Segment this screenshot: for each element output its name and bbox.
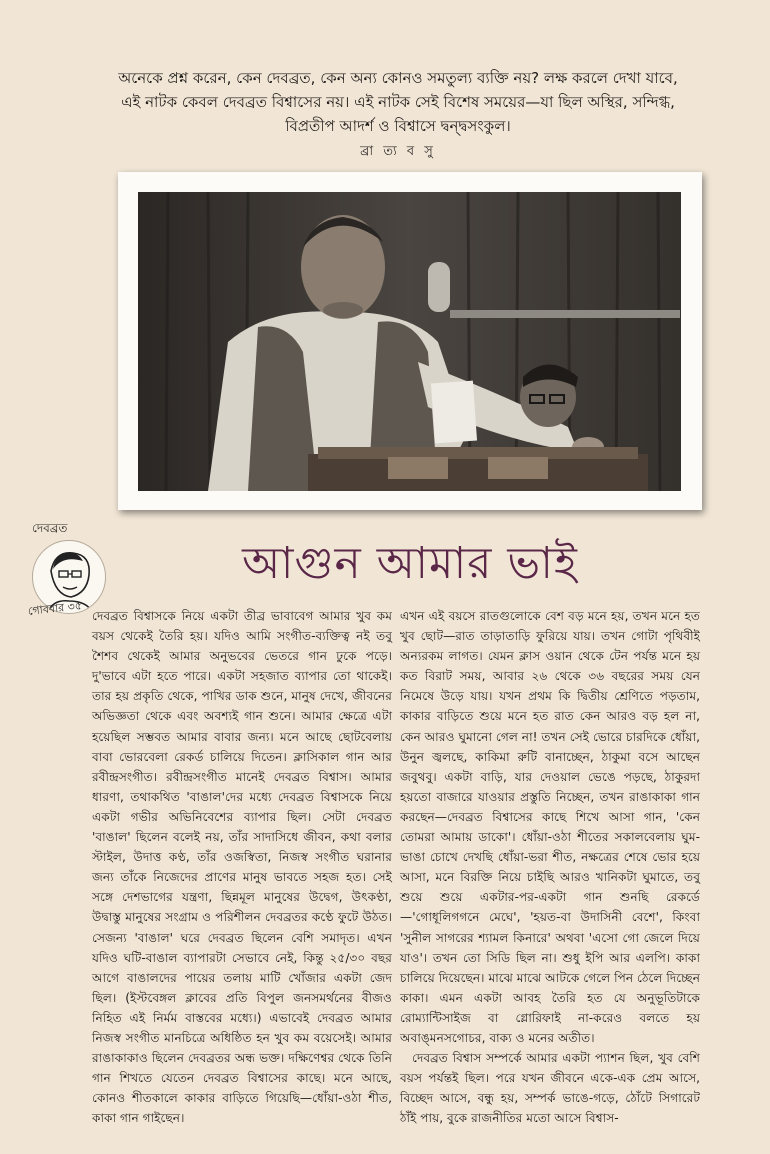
singer-photo bbox=[138, 192, 681, 491]
logo-bottom-text: গোববার ৩৫ bbox=[27, 599, 83, 618]
paragraph: দেবব্রত বিশ্বাস সম্পর্কে আমার একটা প্যাশন ছিল, খুব বেশি বয়স পর্যন্তই ছিল। পরে যখন জীবনে একে-এক প্রেম আসে, বিচ্ছেদ আসে, বন্ধু হয়, সম্পর্ক ভাঙে-গড়ে, ঠোঁটে সিগারেট ঠাঁই পায়, বুকে রাজনীতির মতো আসে বিশ্বাস- bbox=[400, 1051, 700, 1126]
singer-photo-illustration bbox=[138, 192, 681, 491]
intro-quote bbox=[118, 66, 678, 164]
intro-text: অনেকে প্রশ্ন করেন, কেন দেবব্রত, কেন অন্য কোনও সমতুল্য ব্যক্তি নয়? লক্ষ করলে দেখা যাবে, এই নাটক কেবল দেবব্রত বিশ্বাসের নয়। এই নাটক সেই বিশেষ সময়ের—যা ছিল অস্থির, সন্দিগ্ধ, বিপ্রতীপ আদর্শ ও বিশ্বাসে দ্বন্দ্বসংকুল। bbox=[118, 69, 678, 135]
paragraph: দেবব্রত বিশ্বাসকে নিয়ে একটা তীব্র ভাবাবেগ আমার খুব কম বয়স থেকেই তৈরি হয়। যদিও আমি সংগীত-ব্যক্তিত্ব নই তবু শৈশব থেকেই আমার অনুভবের ভেতরে গান ঢুকে পড়ে। দু'ভাবে এটা হতে পারে। একটা সহজাত ব্যাপার তো থাকেই। তার হয় প্রকৃতি থেকে, পাখির ডাক শুনে, মানুষ দেখে, জীবনের অভিজ্ঞতা থেকে এবং অবশ্যই গান শুনে। আমার ক্ষেত্রে এটা হয়েছিল সম্ভবত আমার বাবার জন্য। মনে আছে ছোটবেলায় বাবা ভোরবেলা রেকর্ড চালিয়ে দিতেন। ক্লাসিকাল গান আর রবীন্দ্রসংগীত। রবীন্দ্রসংগীত মানেই দেবব্রত বিশ্বাস। আমার ধারণা, তথাকথিত 'বাঙাল'দের মধ্যে দেবব্রত বিশ্বাসকে নিয়ে একটা গভীর অভিনিবেশের ব্যাপার ছিল। সেটা দেবব্রত 'বাঙাল' ছিলেন বলেই নয়, তাঁর সাদাসিধে জীবন, কথা বলার স্টাইল, উদাত্ত কণ্ঠ, তাঁর ওজস্বিতা, নিজস্ব সংগীত ঘরানার জন্য তাঁকে নিজেদের প্রাণের মানুষ ভাবতে সহজ হত। সেই সঙ্গে দেশভাগের যন্ত্রণা, ছিন্নমূল মানুষের উদ্বেগ, উৎকণ্ঠা, উদ্বাস্তু মানুষের সংগ্রাম ও পরিশীলন দেবব্রতর কণ্ঠে ফুটে উঠত। সেজন্য 'বাঙাল' ঘরে দেবব্রত ছিলেন বেশি সমাদৃত। এখন যদিও ঘটি-বাঙাল ব্যাপারটা সেভাবে নেই, কিন্তু ২৫/৩০ বছর আগে বাঙালদের পায়ের তলায় মাটি খোঁজার একটা জেদ ছিল। (ইস্টবেঙ্গল ক্লাবের প্রতি বিপুল জনসমর্থনের বীজও নিহিত এই নির্মম বাস্তবের মধ্যে।) এভাবেই দেবব্রত আমার নিজস্ব সংগীত মানচিত্রে অধিষ্ঠিত হন খুব কম বয়েসেই। আমার রাঙাকাকাও ছিলেন দেবব্রতর অন্ধ ভক্ত। দক্ষিণেশ্বর থেকে তিনি গান শিখতে যেতেন দেবব্রত বিশ্বাসের কাছে। মনে আছে, কোনও শীতকালে কাকার বাড়িতে গিয়েছি—ধোঁয়া-ওঠা শীত, কাকা গান গাইছেন। bbox=[92, 609, 392, 1126]
intro-byline: ব্রা ত্য ব সু bbox=[360, 144, 436, 159]
article-headline: আগুন আমার ভাই bbox=[242, 538, 578, 589]
article-column-right bbox=[400, 606, 700, 1128]
column-logo bbox=[28, 520, 112, 620]
photo-frame bbox=[118, 172, 702, 510]
logo-top-text: দেবব্রত bbox=[32, 521, 68, 535]
paragraph: এখন এই বয়সে রাতগুলোকে বেশ বড় মনে হয়, তখন মনে হত খুব ছোট—রাত তাড়াতাড়ি ফুরিয়ে যায়। তখন গোটা পৃথিবীই অন্যরকম লাগত। যেমন ক্লাস ওয়ান থেকে টেন পর্যন্ত মনে হয় কত বিরাট সময়, আবার ২৬ থেকে ৩৬ বছরের সময় যেন নিমেষে উড়ে যায়। যখন প্রথম কি দ্বিতীয় শ্রেণিতে পড়তাম, কাকার বাড়িতে শুয়ে মনে হত রাত কেন আরও বড় হল না, কেন আরও ঘুমানো গেল না! তখন সেই ভোরে চারদিকে ধোঁয়া, উনুন জ্বলছে, কাকিমা রুটি বানাচ্ছেন, ঠাকুমা বসে আছেন জবুথবু। একটা বাড়ি, যার দেওয়াল ভেঙে পড়ছে, ঠাকুরদা হয়তো বাজারে যাওয়ার প্রস্তুতি নিচ্ছেন, তখন রাঙাকাকা গান করছেন—দেবব্রত বিশ্বাসের কাছে শিখে আসা গান, 'কেন তোমরা আমায় ডাকো'। ধোঁয়া-ওঠা শীতের সকালবেলায় ঘুম-ভাঙা চোখে দেখছি ধোঁয়া-ভরা শীত, নক্ষত্রের শেষে ভোর হয়ে আসা, মনে বিরক্তি নিয়ে চাইছি আরও খানিকটা ঘুমাতে, তবু শুয়ে শুয়ে একটার-পর-একটা গান শুনছি রেকর্ডে—'গোধূলিগগনে মেঘে', 'হয়ত-বা উদাসিনী বেশে', কিংবা 'সুনীল সাগরের শ্যামল কিনারে' অথবা 'এসো গো জেলে দিয়ে যাও'। তখন তো সিডি ছিল না। শুধু ইপি আর এলপি। কাকা চালিয়ে দিয়েছেন। মাঝে মাঝে আটকে গেলে পিন ঠেলে দিচ্ছেন কাকা। এমন একটা আবহ তৈরি হত যে অনুভূতিটাকে রোম্যান্টিসাইজ বা গ্লোরিফাই না-করেও বলতে হয় অবাঙ্‌মনসগোচর, বাক্য ও মনের অতীত। bbox=[400, 609, 700, 1045]
article-column-left bbox=[92, 606, 392, 1128]
